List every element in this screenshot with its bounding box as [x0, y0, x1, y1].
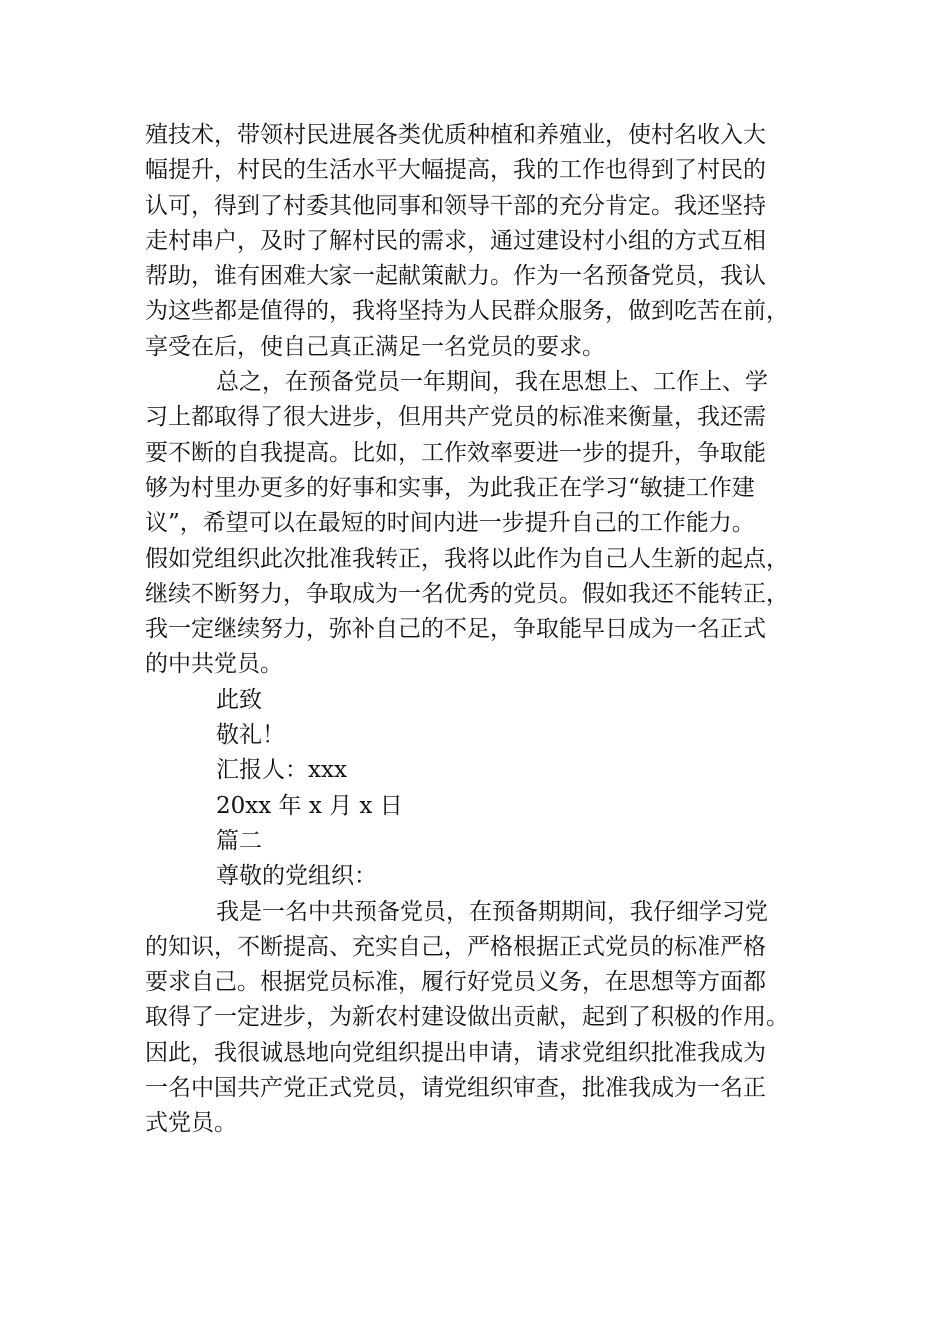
text-line: 要不断的自我提高。比如，工作效率要进一步的提升，争取能	[145, 439, 766, 466]
closing-salutation: 此致	[216, 686, 262, 713]
text-line: 的知识，不断提高、充实自己，严格根据正式党员的标准严格	[145, 933, 766, 960]
text-line: 帮助，谁有困难大家一起献策献力。作为一名预备党员，我认	[145, 263, 766, 290]
letter-salutation: 尊敬的党组织：	[216, 863, 377, 890]
text-line: 继续不断努力，争取成为一名优秀的党员。假如我还不能转正，	[145, 580, 789, 607]
text-line: 认可，得到了村委其他同事和领导干部的充分肯定。我还坚持	[145, 192, 766, 219]
text-line: 假如党组织此次批准我转正，我将以此作为自己人生新的起点，	[145, 545, 789, 572]
text-line: 议”，希望可以在最短的时间内进一步提升自己的工作能力。	[145, 510, 755, 537]
text-line: 一名中国共产党正式党员，请党组织审查，批准我成为一名正	[145, 1075, 766, 1102]
text-line: 因此，我很诚恳地向党组织提出申请，请求党组织批准我成为	[145, 1039, 766, 1066]
section-heading: 篇二	[216, 827, 262, 854]
closing-greeting: 敬礼！	[216, 722, 285, 749]
document-body	[145, 118, 810, 1142]
date-line: 20xx 年 x 月 x 日	[216, 792, 403, 819]
text-line: 要求自己。根据党员标准，履行好党员义务，在思想等方面都	[145, 969, 766, 996]
paragraph-start-line: 我是一名中共预备党员，在预备期期间，我仔细学习党	[216, 898, 768, 925]
reporter-line: 汇报人：xxx	[216, 757, 347, 784]
text-line: 的中共党员。	[145, 651, 283, 678]
text-line: 式党员。	[145, 1110, 237, 1137]
text-line: 够为村里办更多的好事和实事，为此我正在学习“敏捷工作建	[145, 474, 755, 501]
paragraph-start-line: 总之，在预备党员一年期间，我在思想上、工作上、学	[216, 369, 768, 396]
text-line: 取得了一定进步，为新农村建设做出贡献，起到了积极的作用。	[145, 1004, 789, 1031]
text-line: 殖技术，带领村民进展各类优质种植和养殖业，使村名收入大	[145, 122, 766, 148]
text-line: 幅提升，村民的生活水平大幅提高，我的工作也得到了村民的	[145, 157, 766, 184]
text-line: 享受在后，使自己真正满足一名党员的要求。	[145, 333, 605, 360]
text-line: 为这些都是值得的，我将坚持为人民群众服务，做到吃苦在前，	[145, 298, 789, 325]
text-line: 走村串户，及时了解村民的需求，通过建设村小组的方式互相	[145, 227, 766, 254]
text-line: 习上都取得了很大进步，但用共产党员的标准来衡量，我还需	[145, 404, 766, 431]
text-line: 我一定继续努力，弥补自己的不足，争取能早日成为一名正式	[145, 616, 766, 643]
